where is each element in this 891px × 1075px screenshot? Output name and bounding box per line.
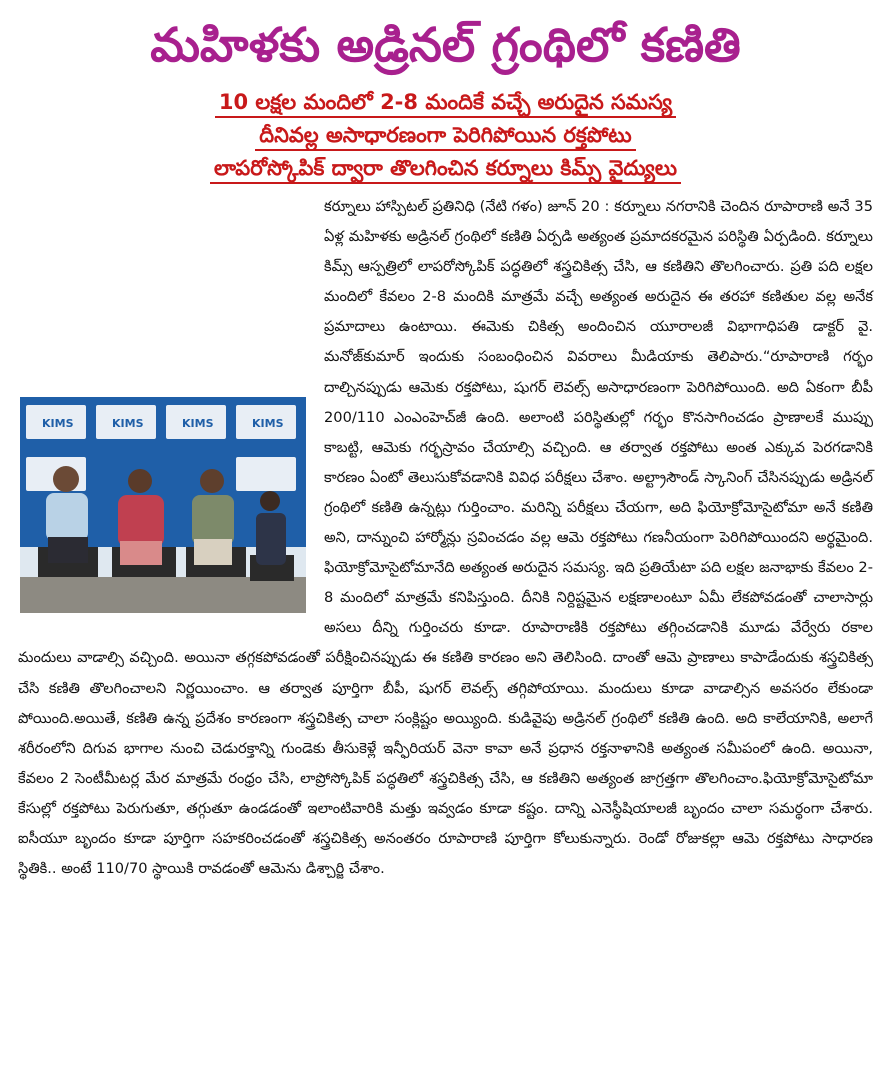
photo-logo-text: KIMS — [182, 417, 214, 430]
subheading-3 — [18, 154, 873, 184]
subheading-2-text: దీనివల్ల అసాధారణంగా పెరిగిపోయిన రక్తపోటు — [255, 121, 635, 151]
subheading-2 — [18, 121, 873, 151]
photo-logo-text: KIMS — [112, 417, 144, 430]
headline: మహిళకు అడ్రినల్ గ్రంథిలో కణితి — [150, 18, 741, 73]
subheadings — [18, 88, 873, 184]
photo-logo-text: KIMS — [252, 417, 284, 430]
subheading-3-text: లాపరోస్కోపిక్ ద్వారా తొలగించిన కర్నూలు కిమ్స్ వైద్యులు — [210, 154, 681, 184]
article-body — [18, 192, 873, 884]
subheading-1 — [18, 88, 873, 118]
photo-floor — [20, 577, 306, 613]
photo-illustration — [20, 397, 306, 613]
photo-logo-text: KIMS — [42, 417, 74, 430]
article-text: కర్నూలు హాస్పిటల్ ప్రతినిధి (నేటి గళం) జూన్ 20 : కర్నూలు నగరానికి చెందిన రూపారాణి అనే 35 ఏళ్ల మహిళకు అడ్రినల్ గ్రంథిలో కణితి ఏర్పడి అత్యంత ప్రమాదకరమైన పరిస్థితి ఏర్పడింది. కర్నూలు కిమ్స్ ఆస్పత్రిలో లాపరోస్కోపిక్ పద్ధతిలో శస్త్రచికిత్స చేసి, ఆ కణితిని తొలగించారు. ప్రతి పది లక్షల మందిలో కేవలం 2-8 మందికి మాత్రమే వచ్చే అత్యంత అరుదైన ఈ తరహా కణితుల వల్ల అనేక ప్రమాదాలు ఉంటాయి. ఈమెకు చికిత్స అందించిన యూరాలజీ విభాగాధిపతి డాక్టర్ వై. మనోజ్‌కుమార్ ఇందుకు సంబంధించిన వివరాలు మీడియాకు తెలిపారు.“రూపారాణి గర్భం దాల్చినప్పుడు ఆమెకు రక్తపోటు, షుగర్ లెవల్స్ అసాధారణంగా పెరిగిపోయింది. అది ఏకంగా బీపీ 200/110 ఎంఎంహెచ్‌జీ ఉంది. అలాంటి పరిస్థితుల్లో గర్భం కొనసాగించడం ప్రాణాలకే ముప్పు కాబట్టి, ఆమెకు గర్భస్రావం చేయాల్సి వచ్చింది. ఆ తర్వాత రక్తపోటు అంత ఎక్కువ పెరగడానికి కారణం ఏంటో తెలుసుకోవడానికి వివిధ పరీక్షలు చేశాం. అల్ట్రాసౌండ్ స్కానింగ్ చేసినప్పుడు అడ్రినల్ గ్రంథిలో కణితి ఉన్నట్లు గుర్తించాం. మరిన్ని పరీక్షలు చేయగా, అది ఫియోక్రోమోసైటోమా అనే కణితి అని, దాన్నుంచి హార్మోన్లు స్రవించడం వల్ల ఆమె రక్తపోటు గణనీయంగా పెరిగిపోయిందని అర్థమైంది. ఫియోక్రోమోసైటోమానేది అత్యంత అరుదైన సమస్య. ఇది ప్రతియేటా పది లక్షల జనాభాకు కేవలం 2-8 మందిలో మాత్రమే కనిపిస్తుంది. దీనికి నిర్దిష్టమైన లక్షణాలంటూ ఏమీ లేకపోవడంతో చాలాసార్లు అసలు దీన్ని గుర్తించరు కూడా. రూపారాణికి రక్తపోటు తగ్గించడానికి మూడు వేర్వేరు రకాల మందులు వాడాల్సి వచ్చింది. అయినా తగ్గకపోవడంతో పరీక్షించినప్పుడు ఈ కణితి కారణం అని తెలిసింది. దాంతో ఆమె ప్రాణాలు కాపాడేందుకు శస్త్రచికిత్స చేసి కణితి తొలగించాలని నిర్ణయించాం. ఆ తర్వాత పూర్తిగా బీపీ, షుగర్ లెవల్స్ తగ్గిపోయాయి. మందులు కూడా వాడాల్సిన అవసరం లేకుండా పోయింది.అయితే, కణితి ఉన్న ప్రదేశం కారణంగా శస్త్రచికిత్స చాలా సంక్లిష్టం అయ్యింది. కుడివైపు అడ్రినల్ గ్రంథిలో కణితి ఉంది. అది కాలేయానికి, అలాగే శరీరంలోని దిగువ భాగాల నుంచి చెడురక్తాన్ని గుండెకు తీసుకెళ్లే ఇన్ఫీరియర్ వెనా కావా అనే ప్రధాన రక్తనాళానికి అత్యంత సమీపంలో ఉంది. అయినా, కేవలం 2 సెంటీమీటర్ల మేర మాత్రమే రంధ్రం చేసి, లాప్రోస్కోపిక్ పద్ధతిలో శస్త్రచికిత్స చేసి, ఆ కణితిని అత్యంత జాగ్రత్తగా తొలగించాం.ఫియోక్రోమోసైటోమా కేసుల్లో రక్తపోటు పెరుగుతూ, తగ్గుతూ ఉండడంతో ఇలాంటివారికి మత్తు ఇవ్వడం కూడా కష్టం. దాన్ని ఎనెస్థీషియాలజీ బృందం చాలా సమర్థంగా చేశారు. ఐసీయూ బృందం కూడా పూర్తిగా సహకరించడంతో శస్త్రచికిత్స అనంతరం రూపారాణి పూర్తిగా కోలుకున్నారు. రెండో రోజుకల్లా ఆమె రక్తపోటు సాధారణ స్థితికి.. అంటే 110/70 స్థాయికి రావడంతో ఆమెను డిశ్చార్జి చేశాం. — [18, 198, 873, 878]
subheading-1-text: 10 లక్షల మందిలో 2-8 మందికే వచ్చే అరుదైన సమస్య — [215, 88, 676, 118]
news-photo — [20, 397, 306, 613]
